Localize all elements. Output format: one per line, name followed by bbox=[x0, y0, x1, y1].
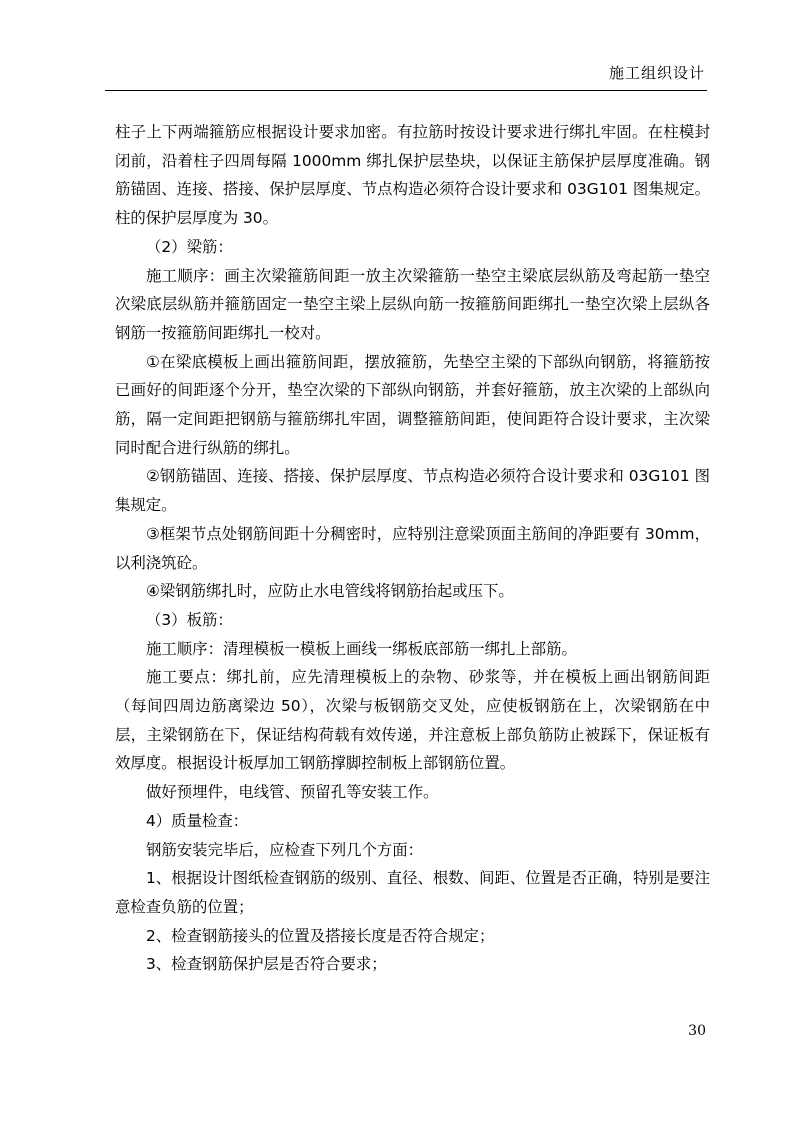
list-item: 1、根据设计图纸检查钢筋的级别、直径、根数、间距、位置是否正确，特别是要注意检查负筋的位置； bbox=[115, 869, 710, 916]
paragraph: 柱子上下两端箍筋应根据设计要求加密。有拉筋时按设计要求进行绑扎牢固。在柱模封闭前，沿着柱子四周每隔 1000mm 绑扎保护层垫块，以保证主筋保护层厚度准确。钢筋锚固、连接、搭接、保护层厚度、节点构造必须符合设计要求和 03G101 图集规定。柱的保护层厚度为 30。 bbox=[115, 123, 710, 228]
paragraph: ②钢筋锚固、连接、搭接、保护层厚度、节点构造必须符合设计要求和 03G101 图集规定。 bbox=[115, 467, 710, 515]
section-heading-beam-rebar: （2）梁筋： bbox=[146, 237, 233, 256]
paragraph: 做好预埋件，电线管、预留孔等安装工作。 bbox=[146, 783, 439, 802]
document-body bbox=[115, 118, 710, 979]
section-heading-quality-check: 4）质量检查： bbox=[146, 811, 249, 830]
paragraph: 施工要点：绑扎前，应先清理模板上的杂物、砂浆等，并在模板上画出钢筋间距（每间四周边筋离梁边 50），次梁与板钢筋交叉处，应使板钢筋在上，次梁钢筋在中层，主梁钢筋在下，保证结构荷载有效传递，并注意板上部负筋防止被踩下，保证板有效厚度。根据设计板厚加工钢筋撑脚控制板上部钢筋位置。 bbox=[115, 668, 710, 773]
paragraph: 施工顺序：清理模板一模板上画线一绑板底部筋一绑扎上部筋。 bbox=[146, 639, 577, 658]
list-item: 3、检查钢筋保护层是否符合要求； bbox=[146, 955, 387, 974]
header-rule bbox=[105, 90, 707, 91]
page-number: 30 bbox=[688, 1023, 706, 1039]
paragraph: ①在梁底模板上画出箍筋间距，摆放箍筋，先垫空主梁的下部纵向钢筋，将箍筋按已画好的间距逐个分开，垫空次梁的下部纵向钢筋，并套好箍筋，放主次梁的上部纵向筋，隔一定间距把钢筋与箍筋绑扎牢固，调整箍筋间距，使间距符合设计要求，主次梁同时配合进行纵筋的绑扎。 bbox=[115, 352, 710, 457]
paragraph: ③框架节点处钢筋间距十分稠密时，应特别注意梁顶面主筋间的净距要有 30mm，以利浇筑砼。 bbox=[115, 524, 710, 572]
header-title: 施工组织设计 bbox=[608, 64, 705, 82]
section-heading-slab-rebar: （3）板筋： bbox=[146, 610, 233, 629]
paragraph: 钢筋安装完毕后，应检查下列几个方面： bbox=[146, 840, 424, 859]
paragraph: ④梁钢筋绑扎时，应防止水电管线将钢筋抬起或压下。 bbox=[146, 582, 514, 601]
paragraph: 施工顺序：画主次梁箍筋间距一放主次梁箍筋一垫空主梁底层纵筋及弯起筋一垫空次梁底层纵筋并箍筋固定一垫空主梁上层纵向筋一按箍筋间距绑扎一垫空次梁上层纵各钢筋一按箍筋间距绑扎一校对。 bbox=[115, 266, 710, 342]
list-item: 2、检查钢筋接头的位置及搭接长度是否符合规定； bbox=[146, 926, 495, 945]
